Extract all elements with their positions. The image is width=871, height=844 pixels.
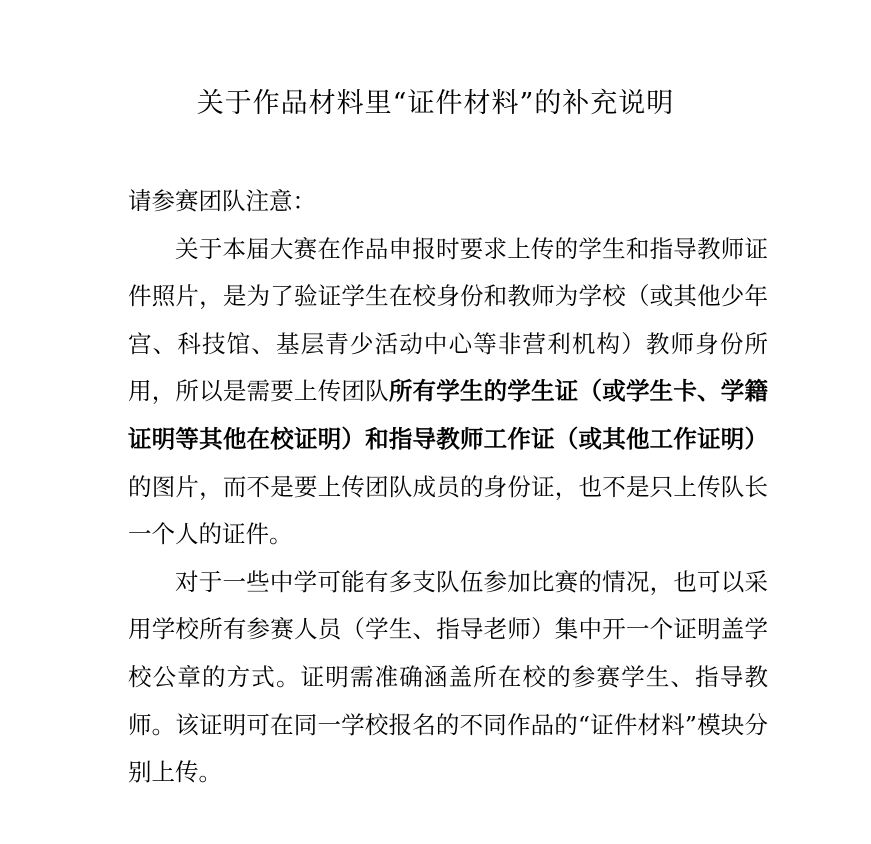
paragraph-1-text-bold: 所有学生的学生证（或学生卡、学籍证明等其他在校证明）和指导教师工作证（或其他工作证明） — [128, 377, 769, 453]
paragraph-1 — [128, 226, 768, 559]
document-body — [128, 178, 768, 797]
paragraph-2: 对于一些中学可能有多支队伍参加比赛的情况，也可以采用学校所有参赛人员（学生、指导老师）集中开一个证明盖学校公章的方式。证明需准确涵盖所在校的参赛学生、指导教师。该证明可在同一学校报名的不同作品的“证件材料”模块分别上传。 — [128, 567, 768, 787]
document-title: 关于作品材料里“证件材料”的补充说明 — [196, 88, 675, 119]
paragraph-1-text-after: 的图片，而不是要上传团队成员的身份证，也不是只上传队长一个人的证件。 — [128, 472, 768, 549]
paragraph-1-text-before: 关于本届大赛在作品申报时要求上传的学生和指导教师证件照片，是为了验证学生在校身份和教师为学校（或其他少年宫、科技馆、基层青少活动中心等非营利机构）教师身份所用，所以是需要上传团队 — [128, 234, 768, 406]
salutation: 请参赛团队注意： — [128, 187, 316, 215]
